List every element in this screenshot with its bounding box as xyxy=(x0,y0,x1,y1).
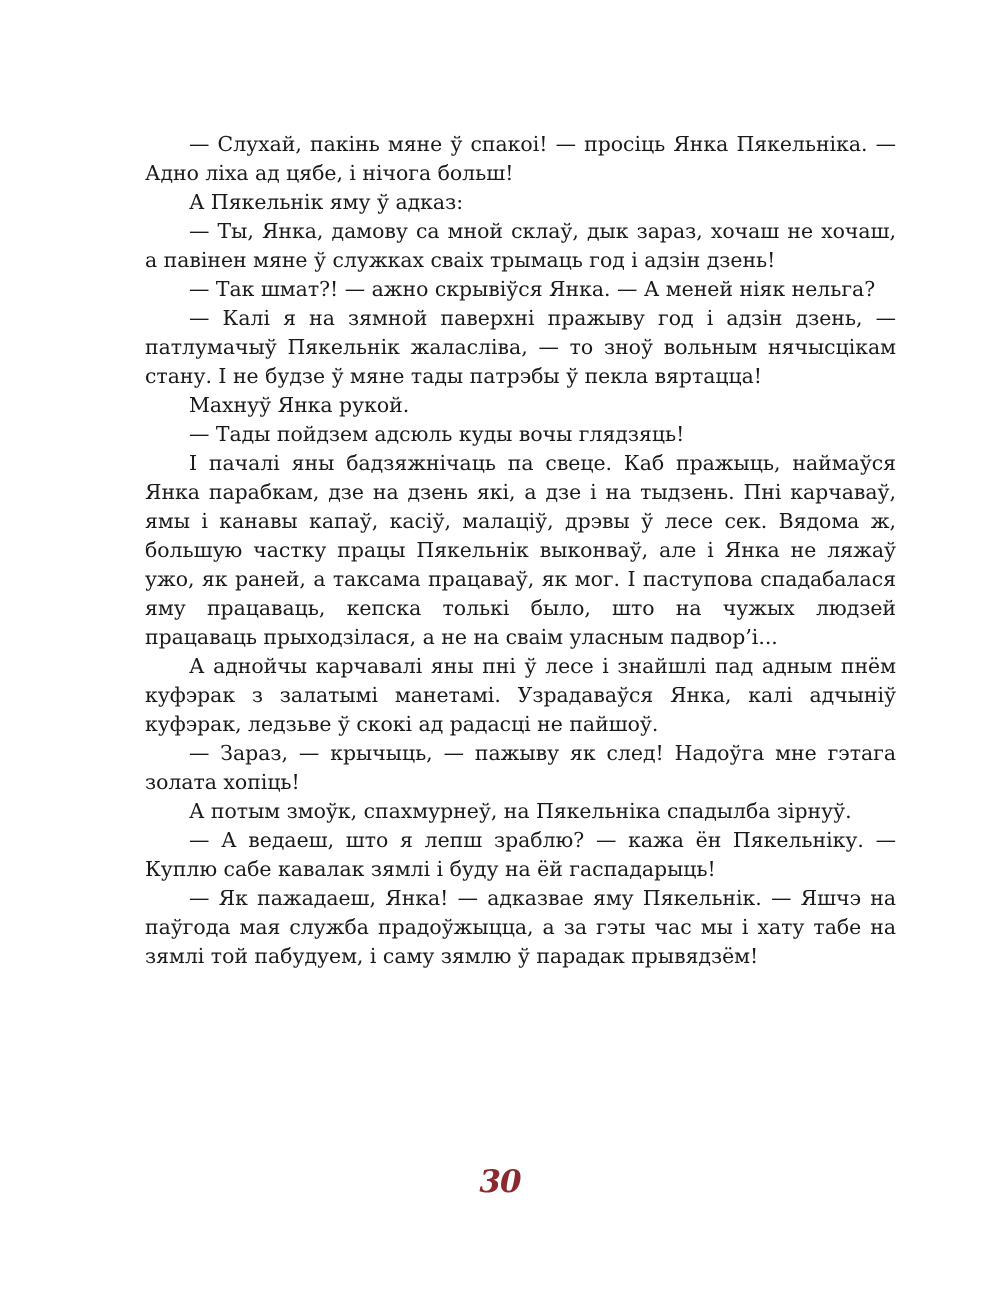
paragraph: — Як пажадаеш, Янка! — адказвае яму Пякельнік. — Яшчэ на паўгода мая служба прадоўжыцца, а за гэты час мы і хату табе на зямлі той пабудуем, і саму зямлю ў парадак прывядзём! xyxy=(145,886,896,968)
paragraph: Махнуў Янка рукой. xyxy=(189,393,410,417)
paragraph: А аднойчы карчавалі яны пні ў лесе і знайшлі пад адным пнём куфэрак з залатымі манетамі. Узрадаваўся Янка, калі адчыніў куфэрак, ледзьве ў скокі ад радасці не пайшоў. xyxy=(145,654,896,736)
paragraph: І пачалі яны бадзяжнічаць па свеце. Каб пражыць, наймаўся Янка парабкам, дзе на дзень які, а дзе і на тыдзень. Пні карчаваў, ямы і канавы капаў, касіў, малаціў, дрэвы ў лесе сек. Вядома ж, большую частку працы Пякельнік выконваў, але і Янка не ляжаў ужо, як раней, а таксама працаваў, як мог. І паступова спадабалася яму працаваць, кепска толькі было, што на чужых людзей працаваць прыходзілася, а не на сваім уласным падвор’і... xyxy=(145,451,896,649)
paragraph: — Слухай, пакінь мяне ў спакоі! — просіць Янка Пякельніка. — Адно ліха ад цябе, і нічога больш! xyxy=(145,132,896,185)
paragraph: А Пякельнік яму ў адказ: xyxy=(189,190,464,214)
paragraph: — Ты, Янка, дамову са мной склаў, дык зараз, хочаш не хочаш, а павінен мяне ў служках сваіх трымаць год і адзін дзень! xyxy=(145,219,896,272)
paragraph: — Тады пойдзем адсюль куды вочы глядзяць! xyxy=(189,422,685,446)
story-text xyxy=(145,130,896,971)
paragraph: А потым змоўк, спахмурнеў, на Пякельніка спадылба зірнуў. xyxy=(189,799,852,823)
paragraph: — Так шмат?! — ажно скрывіўся Янка. — А меней ніяк нельга? xyxy=(189,277,876,301)
paragraph: — Калі я на зямной паверхні пражыву год і адзін дзень, — патлумачыў Пякельнік жаласліва, — то зноў вольным нячысцікам стану. І не будзе ў мяне тады патрэбы ў пекла вяртацца! xyxy=(145,306,896,388)
paragraph: — А ведаеш, што я лепш зраблю? — кажа ён Пякельніку. — Куплю сабе кавалак зямлі і буду на ёй гаспадарыць! xyxy=(145,828,896,881)
paragraph: — Зараз, — крычыць, — пажыву як след! Надоўга мне гэтага золата хопіць! xyxy=(145,741,896,794)
page-number: 30 xyxy=(479,1164,521,1200)
